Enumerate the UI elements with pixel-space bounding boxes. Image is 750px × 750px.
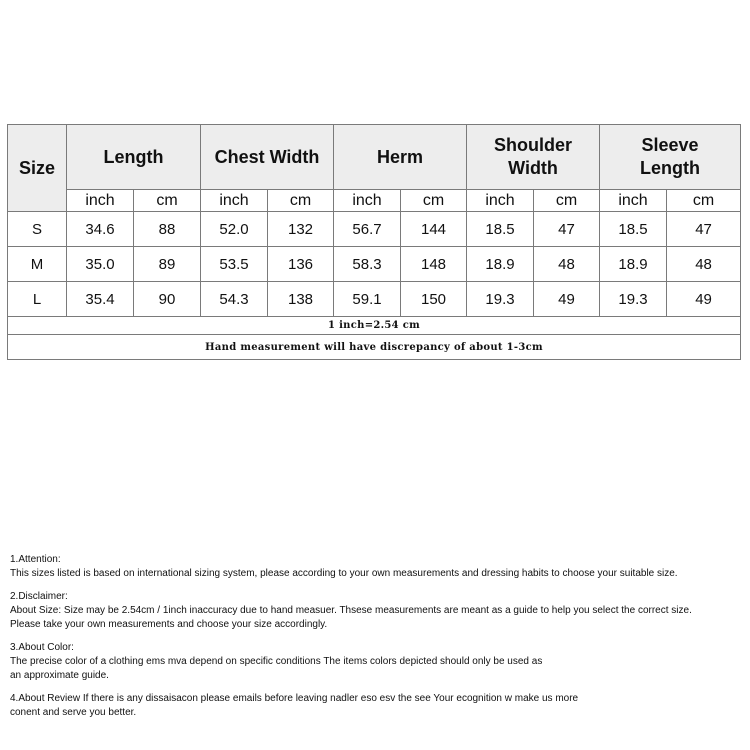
chest-width-inch-cell: 52.0 <box>201 212 268 247</box>
review-text-line2: conent and serve you better. <box>10 707 137 718</box>
color-text-line2: an approximate guide. <box>10 670 109 681</box>
unit-cell: inch <box>67 190 134 212</box>
unit-cell: inch <box>600 190 667 212</box>
sleeve-length-header <box>600 125 741 190</box>
shoulder-width-cm-cell: 47 <box>534 212 600 247</box>
herm-cm-cell: 150 <box>401 282 467 317</box>
shoulder-width-header-line1: Shoulder <box>494 135 573 155</box>
chest-width-cm-cell: 136 <box>268 247 334 282</box>
table-row <box>8 282 741 317</box>
length-cm-cell: 88 <box>134 212 201 247</box>
conversion-note: 1 inch=2.54 cm <box>8 317 741 335</box>
conversion-note-row <box>8 317 741 335</box>
notes-section <box>10 553 745 729</box>
length-header: Length <box>67 125 201 190</box>
unit-cell: cm <box>534 190 600 212</box>
disclaimer-note <box>10 590 745 632</box>
length-cm-cell: 89 <box>134 247 201 282</box>
attention-title: 1.Attention: <box>10 554 61 565</box>
herm-header: Herm <box>334 125 467 190</box>
chest-width-header: Chest Width <box>201 125 334 190</box>
shoulder-width-inch-cell: 18.9 <box>467 247 534 282</box>
size-header: Size <box>8 125 67 212</box>
review-note <box>10 692 745 720</box>
sleeve-length-inch-cell: 19.3 <box>600 282 667 317</box>
size-label: M <box>8 247 67 282</box>
unit-cell: inch <box>467 190 534 212</box>
herm-inch-cell: 59.1 <box>334 282 401 317</box>
sleeve-length-inch-cell: 18.5 <box>600 212 667 247</box>
unit-cell: cm <box>268 190 334 212</box>
table-row <box>8 212 741 247</box>
sleeve-length-cm-cell: 49 <box>667 282 741 317</box>
chest-width-cm-cell: 132 <box>268 212 334 247</box>
measurement-note: Hand measurement will have discrepancy of about 1-3cm <box>8 335 741 360</box>
disclaimer-text-line1: About Size: Size may be 2.54cm / 1inch inaccuracy due to hand measuer. Thsese measurements are meant as a guide to help you select the correct size. <box>10 605 692 616</box>
herm-cm-cell: 144 <box>401 212 467 247</box>
measurement-note-row <box>8 335 741 360</box>
sleeve-length-cm-cell: 47 <box>667 212 741 247</box>
color-note <box>10 641 745 683</box>
sleeve-length-header-line2: Length <box>640 158 701 178</box>
unit-cell: cm <box>134 190 201 212</box>
shoulder-width-inch-cell: 18.5 <box>467 212 534 247</box>
shoulder-width-cm-cell: 48 <box>534 247 600 282</box>
shoulder-width-header <box>467 125 600 190</box>
size-label: L <box>8 282 67 317</box>
length-inch-cell: 35.0 <box>67 247 134 282</box>
attention-text: This sizes listed is based on international sizing system, please according to your own measurements and dressing habits to choose your suitable size. <box>10 568 678 579</box>
length-inch-cell: 34.6 <box>67 212 134 247</box>
herm-inch-cell: 56.7 <box>334 212 401 247</box>
length-inch-cell: 35.4 <box>67 282 134 317</box>
chest-width-inch-cell: 53.5 <box>201 247 268 282</box>
unit-cell: cm <box>401 190 467 212</box>
review-text-line1: 4.About Review If there is any dissaisacon please emails before leaving nadler eso esv the see Your ecognition w make us more <box>10 693 579 704</box>
shoulder-width-cm-cell: 49 <box>534 282 600 317</box>
unit-cell: cm <box>667 190 741 212</box>
chest-width-inch-cell: 54.3 <box>201 282 268 317</box>
sleeve-length-inch-cell: 18.9 <box>600 247 667 282</box>
size-label: S <box>8 212 67 247</box>
herm-cm-cell: 148 <box>401 247 467 282</box>
disclaimer-title: 2.Disclaimer: <box>10 591 68 602</box>
attention-note <box>10 553 745 581</box>
shoulder-width-header-line2: Width <box>508 158 558 178</box>
unit-cell: inch <box>334 190 401 212</box>
shoulder-width-inch-cell: 19.3 <box>467 282 534 317</box>
disclaimer-text-line2: Please take your own measurements and choose your size accordingly. <box>10 619 328 630</box>
unit-cell: inch <box>201 190 268 212</box>
sleeve-length-header-line1: Sleeve <box>641 135 699 155</box>
length-cm-cell: 90 <box>134 282 201 317</box>
size-chart-table <box>7 124 741 360</box>
units-row <box>8 190 741 212</box>
header-row <box>8 125 741 190</box>
sleeve-length-cm-cell: 48 <box>667 247 741 282</box>
color-text-line1: The precise color of a clothing ems mva depend on specific conditions The items colors depicted should only be used as <box>10 656 543 667</box>
chest-width-cm-cell: 138 <box>268 282 334 317</box>
herm-inch-cell: 58.3 <box>334 247 401 282</box>
table-row <box>8 247 741 282</box>
color-title: 3.About Color: <box>10 642 74 653</box>
